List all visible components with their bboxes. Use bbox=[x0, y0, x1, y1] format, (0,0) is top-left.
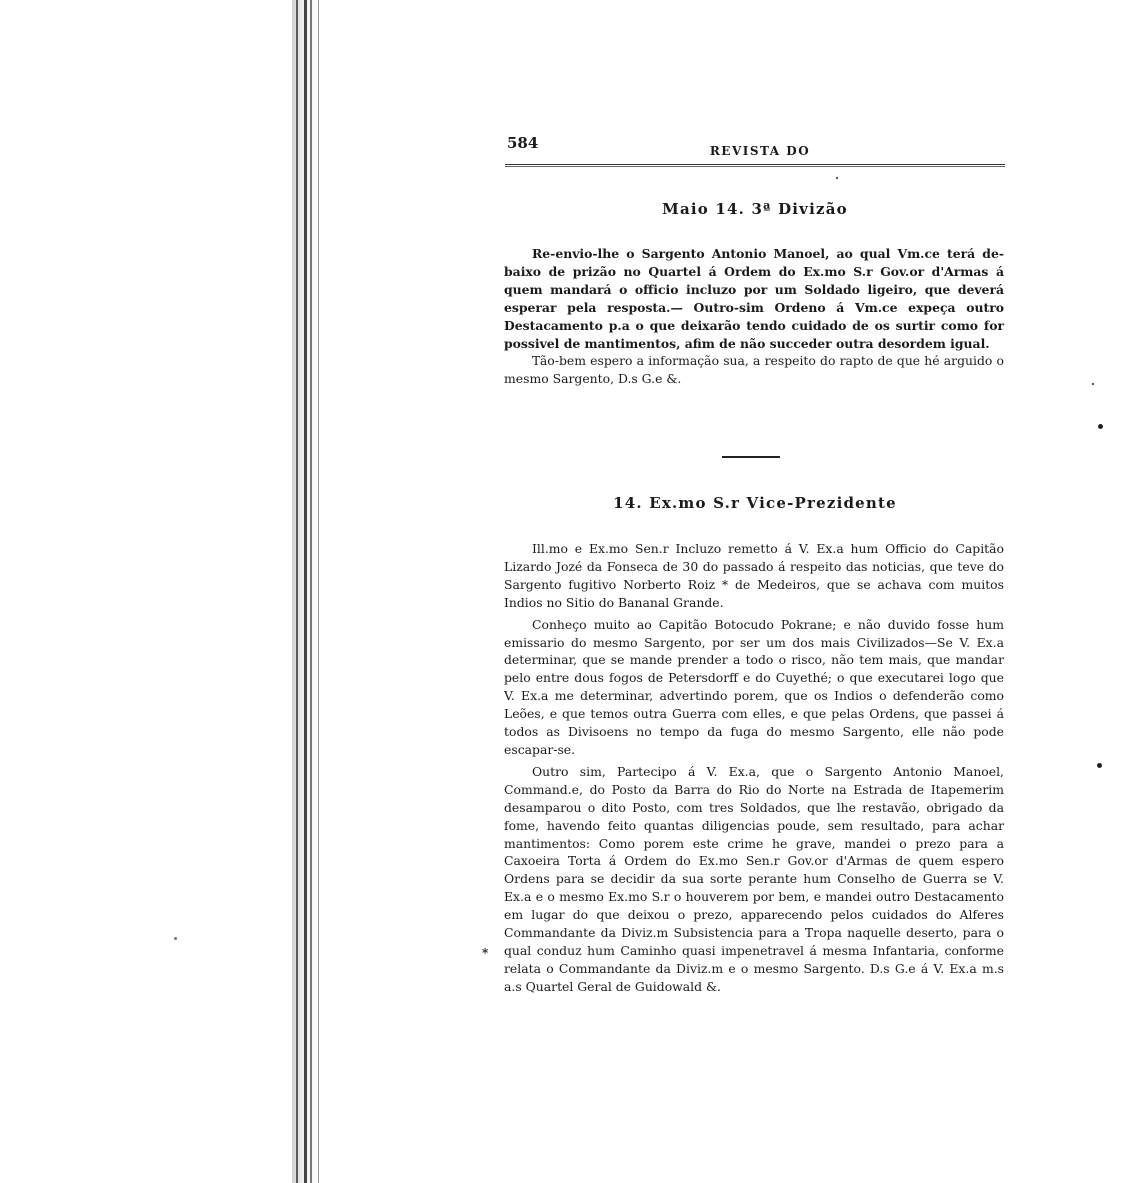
book-spine-line bbox=[296, 0, 298, 1183]
ink-speck bbox=[1092, 383, 1094, 385]
paragraph: Re-envio-lhe o Sargento Antonio Manoel, ao qual Vm.ce terá de-baixo de prizão no Quartel á Ordem do Ex.mo S.r Gov.or d'Armas á quem mandará o officio incluzo por um Soldado ligeiro, que deverá esperar pela resposta.— Outro-sim Ordeno á Vm.ce expeça outro Destacamento p.a o que deixarão tendo cuidado de os surtir como for possivel de mantimentos, afim de não succeder outra desordem igual. bbox=[504, 246, 1004, 351]
ink-speck bbox=[836, 177, 838, 179]
margin-asterisk: * bbox=[482, 946, 489, 960]
running-head: REVISTA DO bbox=[709, 144, 811, 158]
paragraph: Conheço muito ao Capitão Botocudo Pokrane; e não duvido fosse hum emissario do mesmo Sargento, por ser um dos mais Civilizados—Se V. Ex.a determinar, que se mande prender a todo o risco, não tem mais, que mandar pelo entre dous fogos de Petersdorff e do Cuyethé; o que executarei logo que V. Ex.a me determinar, advertindo porem, que os Indios o defenderão como Leões, e que temos outra Guerra com elles, e que pelas Ordens, que passei á todos as Divisoens no tempo da fuga do mesmo Sargento, elle não pode escapar-se. bbox=[504, 616, 1004, 757]
book-spine-line bbox=[318, 0, 319, 1183]
book-spine-line bbox=[310, 0, 312, 1183]
ink-speck bbox=[1097, 763, 1102, 768]
header-rule bbox=[505, 164, 1005, 167]
section-heading-maio-14: Maio 14. 3ª Divizão bbox=[662, 200, 848, 218]
paragraph: Tão-bem espero a informação sua, a respeito do rapto de que hé arguido o mesmo Sargento, D.s G.e &. bbox=[504, 353, 1004, 387]
page-number: 584 bbox=[507, 134, 539, 152]
section-1-body bbox=[504, 245, 1004, 388]
ink-speck bbox=[1098, 424, 1103, 429]
ink-speck bbox=[174, 937, 177, 940]
left-page-margin bbox=[0, 0, 290, 1183]
book-spine-line bbox=[304, 0, 307, 1183]
section-divider bbox=[722, 456, 780, 458]
paragraph: Ill.mo e Ex.mo Sen.r Incluzo remetto á V. Ex.a hum Officio do Capitão Lizardo Jozé da Fonseca de 30 do passado á respeito das noticias, que teve do Sargento fugitivo Norberto Roiz * de Medeiros, que se achava com muitos Indios no Sitio do Bananal Grande. bbox=[504, 541, 1004, 610]
paragraph: Outro sim, Partecipo á V. Ex.a, que o Sargento Antonio Manoel, Command.e, do Posto da Barra do Rio do Norte na Estrada de Itapemerim desamparou o dito Posto, com tres Soldados, que lhe restavão, obrigado da fome, havendo feito quantas diligencias poude, sem resultado, para achar mantimentos: Como porem este crime he grave, mandei o prezo para a Caxoeira Torta á Ordem do Ex.mo Sen.r Gov.or d'Armas de quem espero Ordens para se decidir da sua sorte perante hum Conselho de Guerra se V. Ex.a e o mesmo Ex.mo S.r o houverem por bem, e mandei outro Destacamento em lugar do que deixou o prezo, apparecendo pelos cuidados do Alferes Commandante da Diviz.m Subsistencia para a Tropa naquelle deserto, para o qual conduz hum Caminho quasi impenetravel á mesma Infantaria, conforme relata o Commandante da Diviz.m e o mesmo Sargento. D.s G.e á V. Ex.a m.s a.s Quartel Geral de Guidowald &. bbox=[504, 763, 1004, 994]
section-heading-vice-prezidente: 14. Ex.mo S.r Vice-Prezidente bbox=[613, 494, 897, 512]
section-2-body bbox=[504, 540, 1004, 1000]
